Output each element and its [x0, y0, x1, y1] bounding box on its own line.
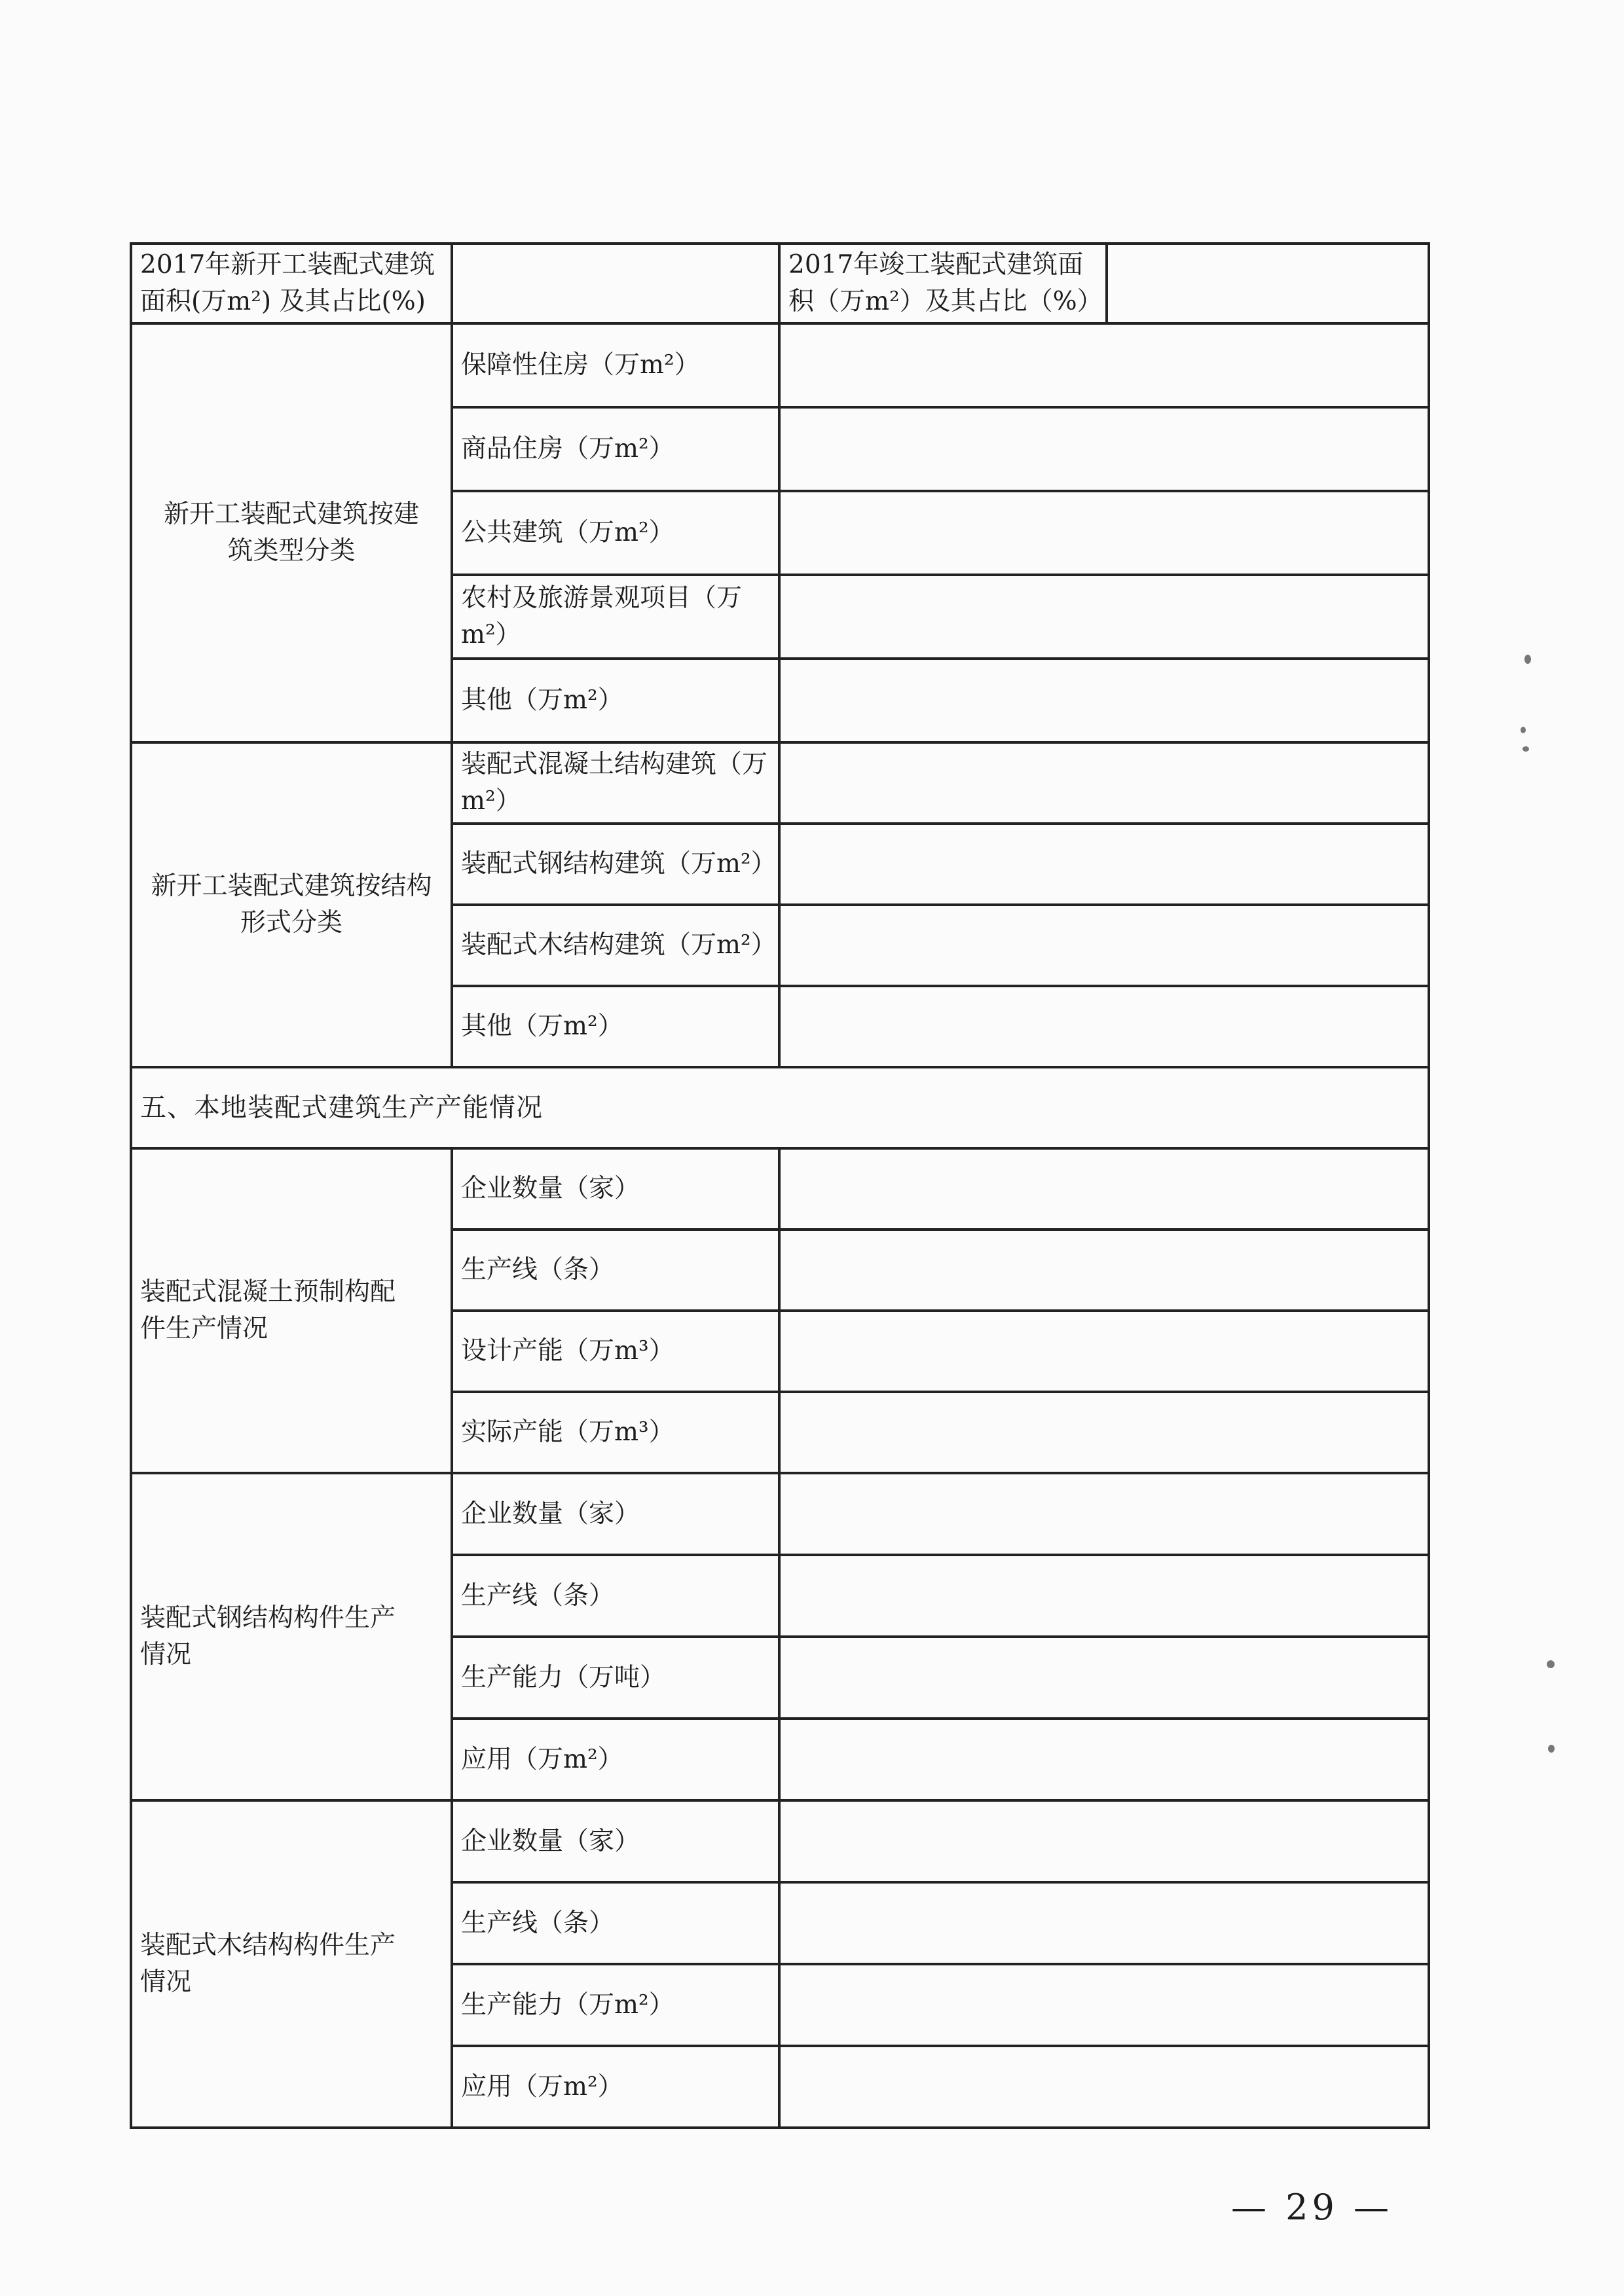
- section-five-heading: 五、本地装配式建筑生产产能情况: [140, 1093, 543, 1123]
- grid-line: [1105, 242, 1108, 325]
- timber-item-value[interactable]: [779, 2046, 1428, 2128]
- structure-type-item-label: 装配式混凝土结构建筑（万m²）: [461, 750, 768, 816]
- building-type-item-label: 保障性住房（万m²）: [461, 350, 700, 380]
- building-type-item-value[interactable]: [779, 491, 1428, 575]
- grid-line: [451, 985, 1430, 987]
- structure-type-item-label: 其他（万m²）: [461, 1011, 623, 1041]
- concrete-group-label: 装配式混凝土预制构配件生产情况: [140, 1277, 396, 1343]
- completed-area-label-cell: [779, 244, 1107, 323]
- building-type-item-label: 农村及旅游景观项目（万m²）: [461, 583, 743, 649]
- grid-line: [451, 657, 1430, 660]
- new-area-label-cell: [131, 244, 452, 323]
- building-type-item-label: 公共建筑（万m²）: [461, 518, 674, 547]
- structure-type-item-value[interactable]: [779, 742, 1428, 824]
- building-type-item-value[interactable]: [779, 575, 1428, 659]
- scan-speck: [1522, 746, 1529, 752]
- building-type-item-label: 商品住房（万m²）: [461, 434, 674, 464]
- building-type-group-label: 新开工装配式建筑按建筑类型分类: [163, 500, 419, 566]
- steel-item-label: 企业数量（家）: [461, 1499, 640, 1529]
- timber-item-value[interactable]: [779, 1800, 1428, 1882]
- timber-item-value[interactable]: [779, 1964, 1428, 2046]
- timber-item-label: 生产线（条）: [461, 1908, 615, 1938]
- concrete-item-label: 设计产能（万m³）: [461, 1336, 674, 1366]
- completed-area-value-cell[interactable]: [1107, 244, 1428, 323]
- concrete-item-value[interactable]: [779, 1148, 1428, 1230]
- structure-type-group-label: 新开工装配式建筑按结构形式分类: [151, 871, 432, 938]
- grid-line: [451, 1635, 1430, 1638]
- structure-type-item-value[interactable]: [779, 905, 1428, 986]
- grid-line: [451, 903, 1430, 906]
- grid-line: [451, 242, 453, 325]
- grid-line: [451, 490, 1430, 492]
- grid-line: [778, 1147, 781, 2129]
- timber-item-label: 企业数量（家）: [461, 1826, 640, 1856]
- steel-item-label: 应用（万m²）: [461, 1744, 623, 1774]
- concrete-item-label: 实际产能（万m³）: [461, 1417, 674, 1447]
- table-border-right: [1428, 242, 1430, 2129]
- timber-item-label: 生产能力（万m²）: [461, 1990, 674, 2020]
- scan-speck: [1521, 727, 1526, 733]
- concrete-item-value[interactable]: [779, 1311, 1428, 1392]
- structure-type-item-label: 装配式木结构建筑（万m²）: [461, 930, 777, 960]
- steel-item-value[interactable]: [779, 1555, 1428, 1637]
- building-type-item-label: 其他（万m²）: [461, 685, 623, 715]
- steel-item-value[interactable]: [779, 1473, 1428, 1555]
- concrete-item-label: 生产线（条）: [461, 1255, 615, 1285]
- steel-item-label: 生产能力（万吨）: [461, 1662, 666, 1692]
- concrete-item-value[interactable]: [779, 1392, 1428, 1473]
- new-area-value-cell[interactable]: [452, 244, 779, 323]
- building-type-item-value[interactable]: [779, 323, 1428, 407]
- grid-line: [451, 2045, 1430, 2047]
- concrete-item-label: 企业数量（家）: [461, 1174, 640, 1203]
- grid-line: [451, 406, 1430, 409]
- steel-item-label: 生产线（条）: [461, 1580, 615, 1611]
- grid-line: [451, 1309, 1430, 1312]
- timber-item-label: 应用（万m²）: [461, 2071, 623, 2102]
- steel-item-value[interactable]: [779, 1637, 1428, 1719]
- grid-line: [451, 1963, 1430, 1965]
- grid-line: [451, 1228, 1430, 1231]
- grid-line: [778, 242, 781, 325]
- grid-line: [451, 1147, 453, 2129]
- grid-line: [451, 574, 1430, 576]
- grid-line: [451, 822, 1430, 825]
- page-number: — 29 —: [1231, 2187, 1393, 2228]
- concrete-item-value[interactable]: [779, 1230, 1428, 1311]
- grid-line: [778, 322, 781, 1068]
- table-border-left: [130, 242, 132, 2129]
- new-area-label: 2017年新开工装配式建筑面积(万m²) 及其占比(%): [140, 250, 435, 316]
- timber-item-value[interactable]: [779, 1882, 1428, 1964]
- building-type-item-value[interactable]: [779, 407, 1428, 491]
- scan-speck: [1548, 1745, 1555, 1753]
- structure-type-item-value[interactable]: [779, 986, 1428, 1067]
- steel-group-label: 装配式钢结构构件生产情况: [140, 1603, 396, 1669]
- scan-speck: [1547, 1660, 1555, 1668]
- timber-group-label: 装配式木结构构件生产情况: [140, 1931, 396, 1997]
- scan-speck: [1524, 655, 1531, 664]
- structure-type-item-label: 装配式钢结构建筑（万m²）: [461, 849, 777, 879]
- grid-line: [451, 1717, 1430, 1720]
- steel-item-value[interactable]: [779, 1719, 1428, 1800]
- grid-line: [451, 1554, 1430, 1556]
- structure-type-item-value[interactable]: [779, 824, 1428, 905]
- grid-line: [451, 1391, 1430, 1393]
- grid-line: [451, 322, 453, 1068]
- building-type-item-value[interactable]: [779, 659, 1428, 742]
- grid-line: [451, 1881, 1430, 1884]
- completed-area-label: 2017年竣工装配式建筑面积（万m²）及其占比（%）: [788, 250, 1103, 316]
